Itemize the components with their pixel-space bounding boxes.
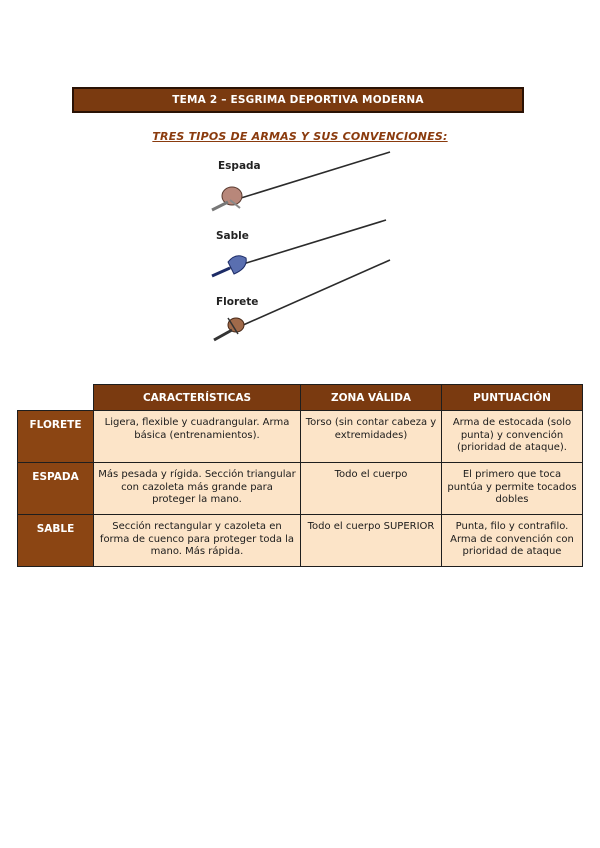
cell-puntuacion: Punta, filo y contrafilo. Arma de convención con prioridad de ataque (442, 515, 583, 567)
weapons-drawing (206, 150, 396, 346)
table-row (18, 463, 583, 515)
table-corner (18, 385, 94, 411)
cell-zona: Todo el cuerpo SUPERIOR (301, 515, 442, 567)
table-row (18, 515, 583, 567)
col-header-zona: ZONA VÁLIDA (301, 385, 442, 411)
cell-zona: Todo el cuerpo (301, 463, 442, 515)
row-header-sable: SABLE (18, 515, 94, 567)
cell-puntuacion: Arma de estocada (solo punta) y convención (prioridad de ataque). (442, 411, 583, 463)
table-row (18, 411, 583, 463)
row-header-espada: ESPADA (18, 463, 94, 515)
weapon-label-florete: Florete (216, 296, 259, 308)
weapons-illustration (206, 150, 396, 346)
col-header-puntuacion: PUNTUACIÓN (442, 385, 583, 411)
section-subtitle: TRES TIPOS DE ARMAS Y SUS CONVENCIONES: (152, 130, 448, 143)
florete-sword-icon (214, 260, 390, 340)
sable-sword-icon (212, 220, 386, 276)
weapon-label-espada: Espada (218, 160, 261, 172)
page-title: TEMA 2 – ESGRIMA DEPORTIVA MODERNA (72, 87, 524, 113)
cell-zona: Torso (sin contar cabeza y extremidades) (301, 411, 442, 463)
weapon-label-sable: Sable (216, 230, 249, 242)
cell-caracteristicas: Sección rectangular y cazoleta en forma de cuenco para proteger toda la mano. Más rápida. (94, 515, 301, 567)
cell-puntuacion: El primero que toca puntúa y permite tocados dobles (442, 463, 583, 515)
conventions-table (17, 384, 583, 567)
row-header-florete: FLORETE (18, 411, 94, 463)
col-header-caracteristicas: CARACTERÍSTICAS (94, 385, 301, 411)
cell-caracteristicas: Ligera, flexible y cuadrangular. Arma básica (entrenamientos). (94, 411, 301, 463)
espada-sword-icon (212, 152, 390, 210)
table-header-row (18, 385, 583, 411)
cell-caracteristicas: Más pesada y rígida. Sección triangular con cazoleta más grande para proteger la mano. (94, 463, 301, 515)
